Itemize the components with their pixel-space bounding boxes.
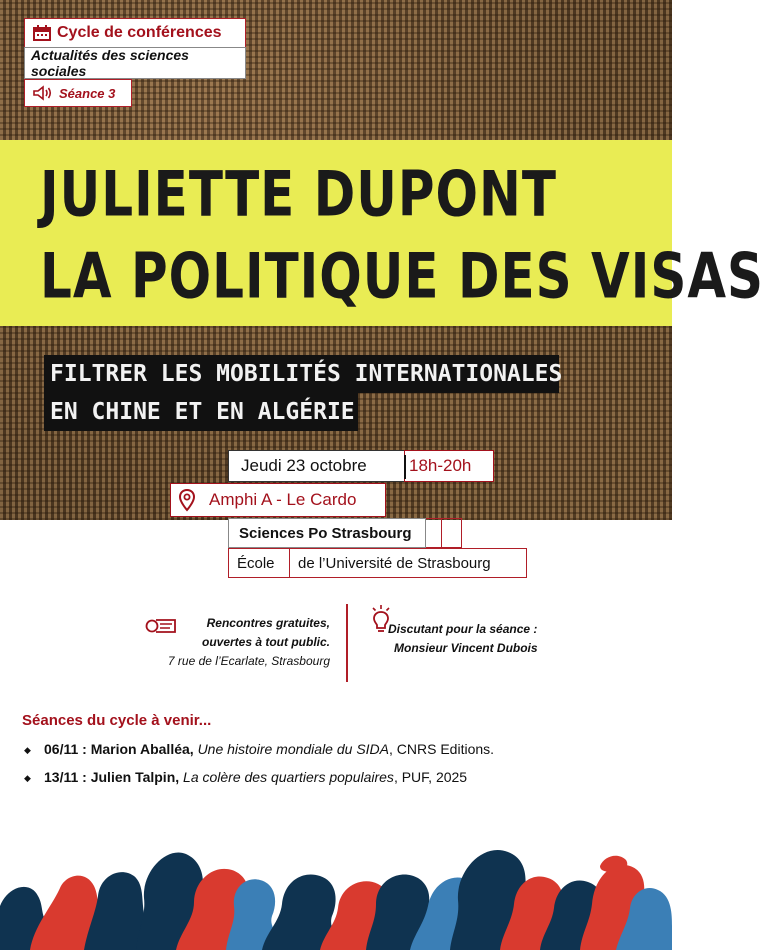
discussant-name: Monsieur Vincent Dubois bbox=[394, 641, 538, 655]
ecole-label: École bbox=[228, 548, 290, 578]
list-item bbox=[24, 769, 467, 785]
calendar-icon bbox=[33, 25, 51, 41]
bullet-diamond-icon: ◆ bbox=[24, 744, 31, 755]
crowd-silhouettes bbox=[0, 836, 672, 950]
event-place: Amphi A - Le Cardo bbox=[209, 490, 357, 509]
item-date: 13/11 : bbox=[44, 769, 87, 785]
free-line-2: ouvertes à tout public. bbox=[201, 635, 330, 649]
info-divider bbox=[346, 604, 348, 682]
event-time bbox=[404, 450, 494, 482]
speaker-name: JULIETTE DUPONT bbox=[40, 158, 557, 231]
free-entry-info bbox=[130, 614, 330, 671]
subtitle-line-2: EN CHINE ET EN ALGÉRIE bbox=[44, 393, 358, 431]
session-label: Séance 3 bbox=[59, 85, 116, 101]
event-place-box bbox=[170, 483, 386, 517]
item-date: 06/11 : bbox=[44, 741, 87, 757]
cycle-title-box bbox=[24, 18, 246, 48]
location-pin-icon bbox=[179, 489, 195, 511]
lecture-title: LA POLITIQUE DES VISAS bbox=[40, 240, 764, 313]
item-speaker: Julien Talpin, bbox=[90, 769, 180, 785]
subtitle-line-1: FILTRER LES MOBILITÉS INTERNATIONALES bbox=[44, 355, 559, 393]
upcoming-title: Séances du cycle à venir... bbox=[22, 712, 212, 729]
discussant-label: Discutant pour la séance : bbox=[388, 622, 538, 636]
cycle-subtitle: Actualités des sciences sociales bbox=[31, 47, 189, 79]
item-book: Une histoire mondiale du SIDA bbox=[197, 741, 389, 757]
bullet-diamond-icon: ◆ bbox=[24, 772, 31, 783]
university-label: de l’Université de Strasbourg bbox=[289, 548, 527, 578]
cycle-title: Cycle de conférences bbox=[57, 24, 222, 41]
item-publisher: , PUF, 2025 bbox=[393, 769, 468, 785]
institution-box-extension bbox=[426, 518, 462, 548]
discussant-info bbox=[388, 620, 588, 658]
cycle-subtitle-box bbox=[24, 47, 246, 79]
free-line-1: Rencontres gratuites, bbox=[206, 616, 330, 630]
item-publisher: , CNRS Editions. bbox=[389, 741, 495, 757]
event-time-text: 18h-20h bbox=[409, 456, 472, 475]
session-box bbox=[24, 79, 132, 107]
list-item bbox=[24, 741, 494, 757]
event-date: Jeudi 23 octobre bbox=[228, 450, 406, 482]
institution-name: Sciences Po Strasbourg bbox=[228, 518, 426, 548]
speaker-icon bbox=[33, 86, 53, 100]
silhouette-group bbox=[0, 850, 672, 950]
venue-address: 7 rue de l’Ecarlate, Strasbourg bbox=[167, 654, 330, 668]
item-book: La colère des quartiers populaires bbox=[183, 769, 394, 785]
item-speaker: Marion Aballéa, bbox=[90, 741, 194, 757]
